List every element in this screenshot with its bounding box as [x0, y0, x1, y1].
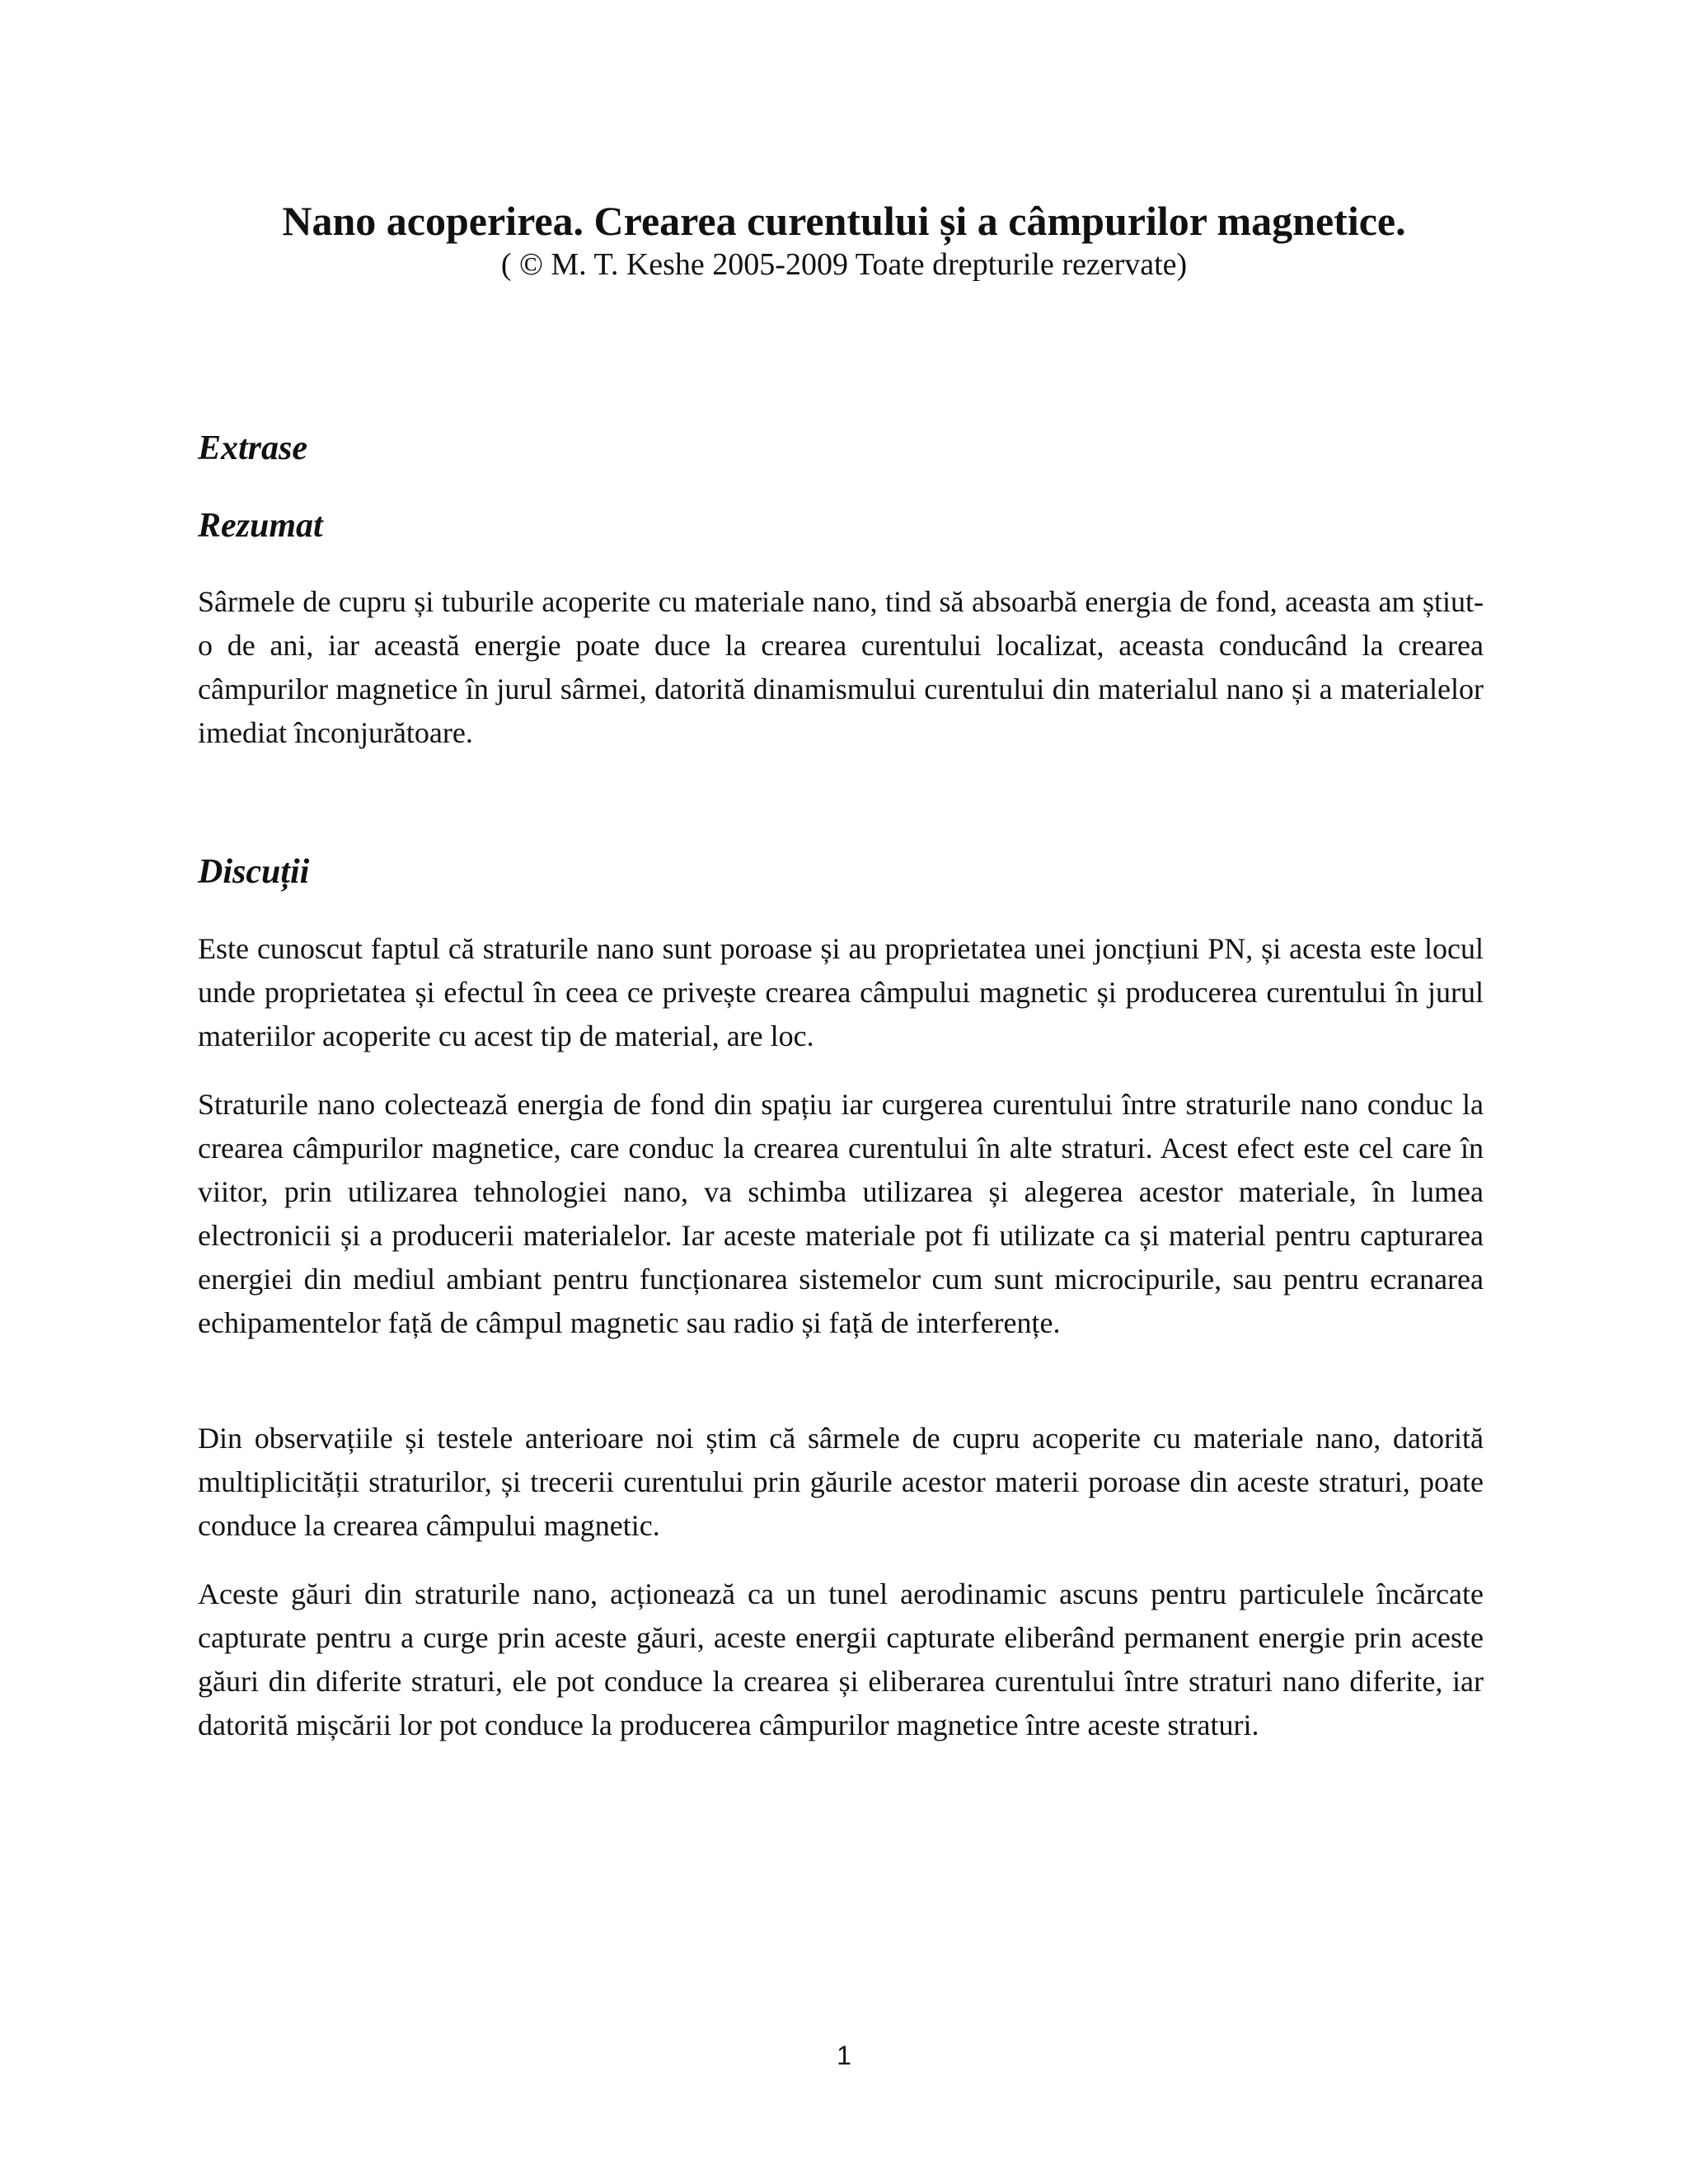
discutii-paragraph-4: Aceste găuri din straturile nano, acționează ca un tunel aerodinamic ascuns pentru particulele încărcate capturate pentru a curge prin aceste găuri, aceste energii capturate eliberând permanent energie prin aceste găuri din diferite straturi, ele pot conduce la crearea și eliberarea curentului între straturi nano diferite, iar datorită mișcării lor pot conduce la producerea câmpurilor magnetice între aceste straturi.	[198, 1577, 1484, 1741]
rezumat-paragraph-1: Sârmele de cupru și tuburile acoperite cu materiale nano, tind să absoarbă energia de fond, aceasta am știut-o de ani, iar această energie poate duce la crearea curentului localizat, aceasta conducând la crearea câmpurilor magnetice în jurul sârmei, datorită dinamismului curentului din materialul nano și a materialelor imediat înconjurătoare.	[198, 585, 1484, 749]
document-title: Nano acoperirea. Crearea curentului și a câmpurilor magnetice.	[282, 198, 1406, 244]
heading-rezumat: Rezumat	[198, 507, 323, 545]
heading-discutii: Discuții	[198, 853, 310, 891]
copyright-line: ( © M. T. Keshe 2005-2009 Toate drepturile rezervate)	[500, 247, 1188, 282]
discutii-paragraph-2: Straturile nano colectează energia de fond din spațiu iar curgerea curentului între straturile nano conduc la crearea câmpurilor magnetice, care conduc la crearea curentului în alte straturi. Acest efect este cel care în viitor, prin utilizarea tehnologiei nano, va schimba utilizarea și alegerea acestor materiale, în lumea electronicii și a producerii materialelor. Iar aceste materiale pot fi utilizate ca și material pentru capturarea energiei din mediul ambiant pentru funcționarea sistemelor cum sunt microcipurile, sau pentru ecranarea echipamentelor față de câmpul magnetic sau radio și față de interferențe.	[198, 1088, 1484, 1339]
heading-extrase: Extrase	[198, 429, 308, 467]
discutii-paragraph-3: Din observațiile și testele anterioare noi știm că sârmele de cupru acoperite cu materiale nano, datorită multiplicității straturilor, și trecerii curentului prin găurile acestor materii poroase din aceste straturi, poate conduce la crearea câmpului magnetic.	[198, 1422, 1484, 1542]
page-number: 1	[837, 2041, 851, 2070]
discutii-paragraph-1: Este cunoscut faptul că straturile nano sunt poroase și au proprietatea unei joncțiuni PN, și acesta este locul unde proprietatea și efectul în ceea ce privește crearea câmpului magnetic și producerea curentului în jurul materiilor acoperite cu acest tip de material, are loc.	[198, 932, 1484, 1052]
